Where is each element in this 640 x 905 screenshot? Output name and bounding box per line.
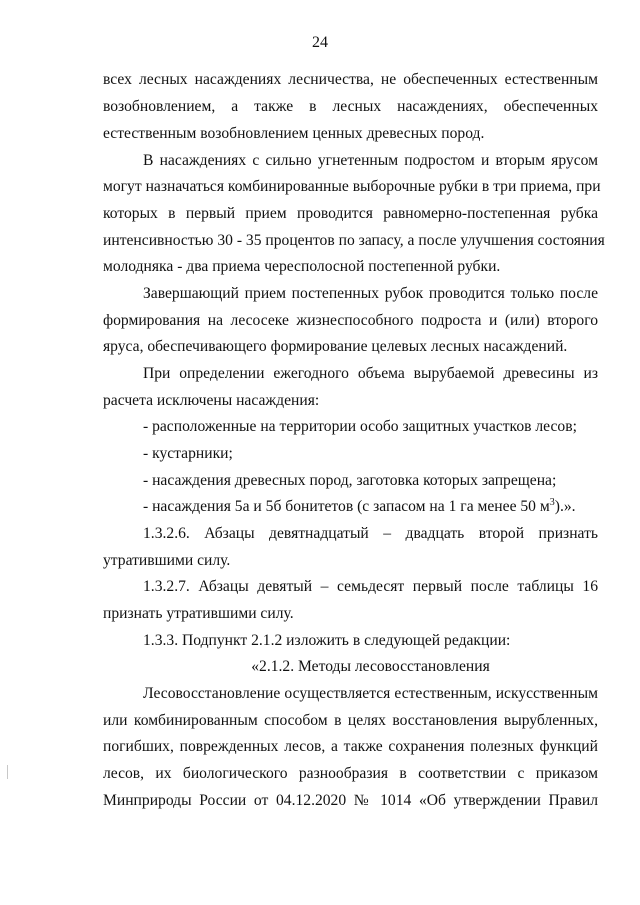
text-line: интенсивностью 30 - 35 процентов по запасу, а после улучшения состояния: [103, 232, 605, 249]
list-item: [143, 497, 598, 517]
text-line: лесов, их биологического разнообразия в соответствии с приказом: [103, 765, 598, 782]
text-line: возобновлением, а также в лесных насаждениях, обеспеченных: [103, 98, 598, 115]
text-line: всех лесных насаждениях лесничества, не обеспеченных естественным: [103, 71, 598, 88]
text-line: 1.3.2.6. Абзацы девятнадцатый – двадцать второй признать: [143, 525, 598, 542]
text-line: молодняка - два приема чересполосной постепенной рубки.: [103, 258, 501, 275]
page-number: 24: [312, 34, 328, 51]
text-line: Лесовосстановление осуществляется естественным, искусственным: [143, 685, 598, 702]
list-item: - кустарники;: [143, 445, 233, 462]
text-line: 1.3.2.7. Абзацы девятый – семьдесят первый после таблицы 16: [143, 578, 598, 595]
list-item: - расположенные на территории особо защитных участков лесов;: [143, 418, 577, 435]
section-heading: «2.1.2. Методы лесовосстановления: [251, 658, 490, 675]
text-line: признать утратившими силу.: [103, 605, 294, 622]
text-line: естественным возобновлением ценных древесных пород.: [103, 125, 485, 142]
text-line: При определении ежегодного объема вырубаемой древесины из: [143, 365, 598, 382]
list-item: - насаждения древесных пород, заготовка которых запрещена;: [143, 472, 557, 489]
text-line: утратившими силу.: [103, 552, 231, 569]
superscript: 3: [549, 497, 555, 508]
text-line: Завершающий прием постепенных рубок проводится только после: [143, 285, 598, 302]
text-line: Минприроды России от 04.12.2020 № 1014 «Об утверждении Правил: [103, 792, 598, 809]
list-item-text-end: ).».: [554, 498, 576, 515]
text-line: 1.3.3. Подпункт 2.1.2 изложить в следующей редакции:: [143, 632, 511, 649]
text-line: погибших, поврежденных лесов, а также сохранения полезных функций: [103, 738, 598, 755]
text-line: яруса, обеспечивающего формирование целевых лесных насаждений.: [103, 338, 568, 355]
text-line: могут назначаться комбинированные выборочные рубки в три приема, при: [103, 178, 601, 195]
list-item-text: - насаждения 5а и 5б бонитетов (с запасом на 1 га менее 50 м: [143, 498, 550, 515]
margin-mark: [7, 765, 8, 779]
text-line: формирования на лесосеке жизнеспособного подроста и (или) второго: [103, 312, 598, 329]
text-line: расчета исключены насаждения:: [103, 392, 320, 409]
text-line: которых в первый прием проводится равномерно-постепенная рубка: [103, 205, 598, 222]
text-line: В насаждениях с сильно угнетенным подростом и вторым ярусом: [143, 152, 598, 169]
text-line: или комбинированным способом в целях восстановления вырубленных,: [103, 712, 598, 729]
